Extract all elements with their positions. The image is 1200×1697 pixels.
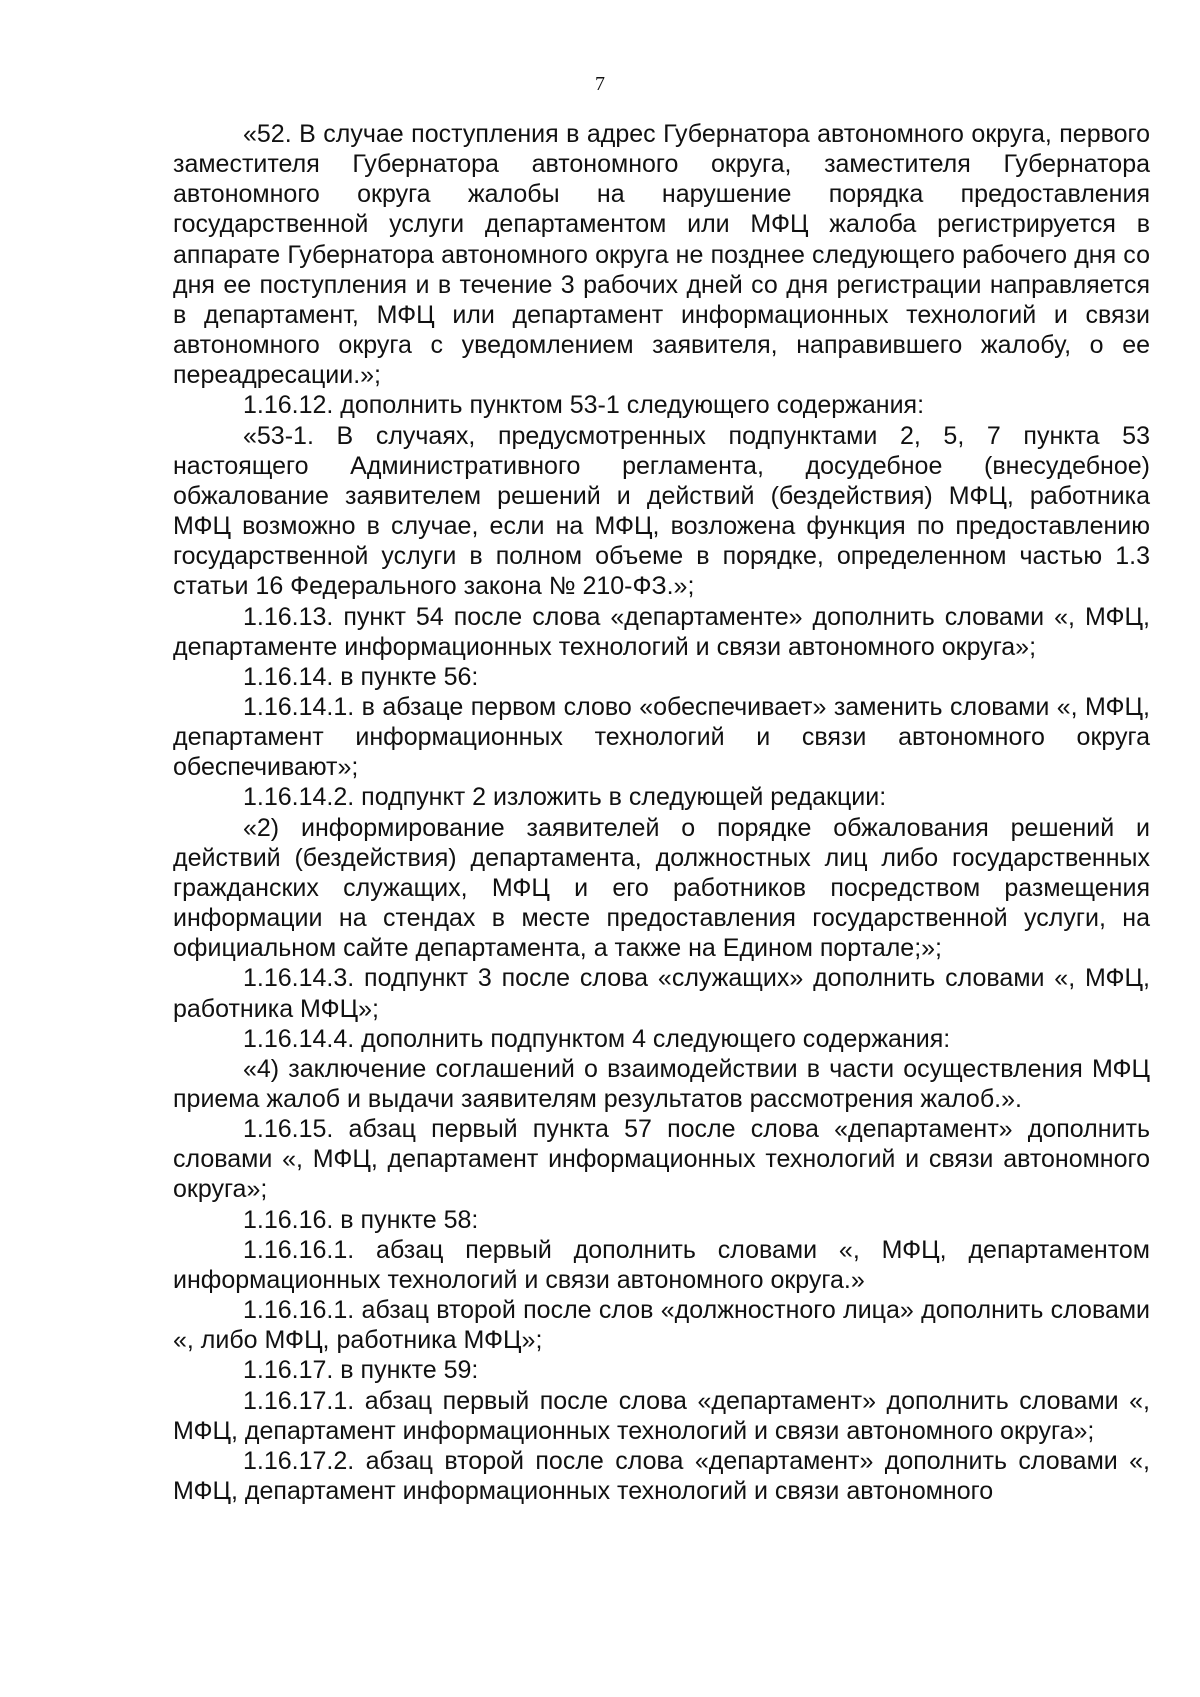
paragraph: 1.16.14.2. подпункт 2 изложить в следующей редакции: [243, 783, 887, 812]
paragraph: 1.16.17. в пункте 59: [243, 1356, 479, 1385]
paragraph: 1.16.14.4. дополнить подпунктом 4 следующего содержания: [243, 1024, 951, 1053]
paragraph: «2) информирование заявителей о порядке обжалования решений и действий (бездействия) департамента, должностных лиц либо государственных гражданских служащих, МФЦ и его работников посредством размещения информации на стендах в месте предоставления государственной услуги, на официальном сайте департамента, а также на Едином портале;»; [173, 813, 1150, 963]
paragraph: 1.16.15. абзац первый пункта 57 после слова «департамент» дополнить словами «, МФЦ, департамент информационных технологий и связи автономного округа»; [173, 1115, 1150, 1204]
paragraph: 1.16.14.1. в абзаце первом слово «обеспечивает» заменить словами «, МФЦ, департамент информационных технологий и связи автономного округа обеспечивают»; [173, 692, 1150, 782]
paragraph: 1.16.14.3. подпункт 3 после слова «служащих» дополнить словами «, МФЦ, работника МФЦ»; [173, 964, 1150, 1023]
paragraph: 1.16.14. в пункте 56: [243, 662, 479, 691]
paragraph: 1.16.16. в пункте 58: [243, 1205, 479, 1234]
paragraph: 1.16.12. дополнить пунктом 53-1 следующего содержания: [243, 391, 925, 420]
paragraph: «4) заключение соглашений о взаимодействии в части осуществления МФЦ приема жалоб и выдачи заявителям результатов рассмотрения жалоб.». [173, 1054, 1150, 1113]
page-number: 7 [595, 73, 605, 95]
paragraph: 1.16.17.2. абзац второй после слова «департамент» дополнить словами «, МФЦ, департамент информационных технологий и связи автономного [173, 1446, 1150, 1506]
paragraph: «53-1. В случаях, предусмотренных подпунктами 2, 5, 7 пункта 53 настоящего Административного регламента, досудебное (внесудебное) обжалование заявителем решений и действий (бездействия) МФЦ, работника МФЦ возможно в случае, если на МФЦ, возложена функция по предоставлению государственной услуги в полном объеме в порядке, определенном частью 1.3 статьи 16 Федерального закона № 210-ФЗ.»; [173, 421, 1150, 601]
paragraph: 1.16.13. пункт 54 после слова «департаменте» дополнить словами «, МФЦ, департаменте информационных технологий и связи автономного округа»; [173, 602, 1150, 661]
paragraph: «52. В случае поступления в адрес Губернатора автономного округа, первого заместителя Губернатора автономного округа, заместителя Губернатора автономного округа жалобы на нарушение порядка предоставления государственной услуги департаментом или МФЦ жалоба регистрируется в аппарате Губернатора автономного округа не позднее следующего рабочего дня со дня ее поступления и в течение 3 рабочих дней со дня регистрации направляется в департамент, МФЦ или департамент информационных технологий и связи автономного округа с уведомлением заявителя, направившего жалобу, о ее переадресации.»; [173, 120, 1150, 390]
paragraph: 1.16.16.1. абзац второй после слов «должностного лица» дополнить словами «, либо МФЦ, работника МФЦ»; [173, 1296, 1150, 1355]
document-body [173, 119, 1150, 1506]
paragraph: 1.16.16.1. абзац первый дополнить словами «, МФЦ, департаментом информационных технологий и связи автономного округа.» [173, 1235, 1150, 1294]
paragraph: 1.16.17.1. абзац первый после слова «департамент» дополнить словами «, МФЦ, департамент информационных технологий и связи автономного округа»; [173, 1386, 1150, 1445]
